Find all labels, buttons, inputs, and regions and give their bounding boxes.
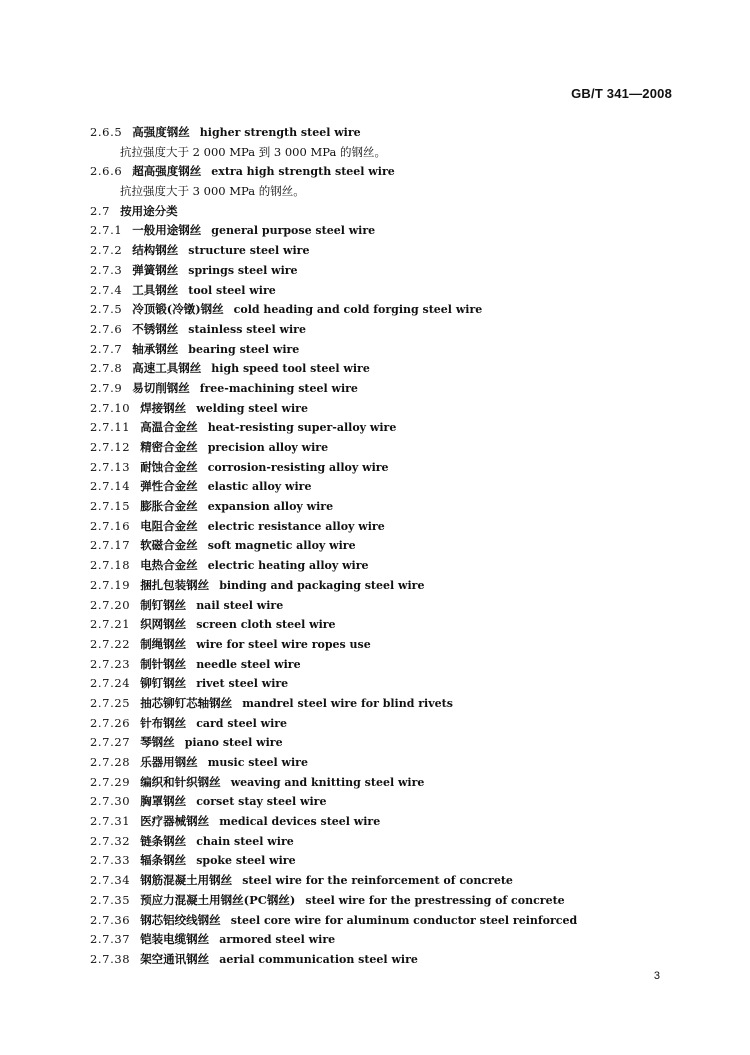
term-number: 2.7.23 (90, 656, 131, 671)
term-chinese: 辐条钢丝 (140, 853, 187, 868)
term-entry (90, 340, 710, 360)
term-number: 2.7.11 (90, 420, 131, 435)
term-chinese: 不锈钢丝 (132, 321, 179, 336)
term-chinese: 精密合金丝 (140, 440, 198, 454)
term-number: 2.7.16 (90, 518, 131, 533)
term-chinese: 软磁合金丝 (140, 538, 198, 553)
term-entry (90, 281, 710, 301)
term-chinese: 高温合金丝 (140, 420, 198, 435)
term-english: chain steel wire (196, 834, 294, 848)
term-english: aerial communication steel wire (219, 952, 418, 966)
term-entry (90, 694, 710, 714)
term-entry (90, 714, 710, 734)
term-english: steel wire for the reinforcement of concrete (242, 874, 513, 888)
term-chinese: 制钉钢丝 (140, 597, 187, 612)
term-entry (90, 379, 710, 399)
term-chinese: 织网钢丝 (140, 617, 187, 632)
term-number: 2.7.35 (90, 892, 131, 907)
page-number: 3 (653, 970, 660, 982)
term-english: springs steel wire (188, 263, 298, 277)
term-entry (90, 615, 710, 635)
term-number: 2.7.1 (90, 223, 123, 238)
term-entry (90, 418, 710, 438)
term-number: 2.7.20 (90, 597, 131, 612)
term-chinese: 抽芯铆钉芯轴钢丝 (140, 695, 233, 710)
term-entry (90, 438, 710, 458)
term-english: steel wire for the prestressing of concrete (305, 893, 565, 907)
term-chinese: 轴承钢丝 (132, 341, 179, 356)
term-english: music steel wire (207, 756, 308, 769)
term-chinese: 制绳钢丝 (140, 636, 187, 651)
term-chinese: 制针钢丝 (140, 656, 187, 671)
term-english: spoke steel wire (196, 854, 296, 868)
term-entry (90, 596, 710, 616)
term-entry (90, 753, 710, 773)
term-entry (90, 497, 710, 517)
term-chinese: 弹性合金丝 (140, 479, 198, 494)
term-english: precision alloy wire (207, 441, 329, 454)
term-english: soft magnetic alloy wire (207, 539, 356, 553)
term-chinese: 钢筋混凝土用钢丝 (140, 873, 233, 888)
term-chinese: 电阻合金丝 (140, 518, 198, 533)
term-english: card steel wire (196, 716, 288, 730)
term-entry (90, 477, 710, 497)
term-english: needle steel wire (196, 657, 301, 671)
term-entry (90, 655, 710, 675)
term-number: 2.7.18 (90, 558, 131, 573)
term-chinese: 链条钢丝 (140, 833, 187, 848)
term-entry (90, 851, 710, 871)
term-list (90, 123, 710, 970)
term-chinese: 高速工具钢丝 (132, 361, 202, 376)
term-entry (90, 812, 710, 832)
term-english: mandrel steel wire for blind rivets (242, 696, 453, 710)
term-chinese: 耐蚀合金丝 (140, 459, 198, 474)
term-entry (90, 950, 710, 970)
term-entry (90, 930, 710, 950)
term-english: nail steel wire (196, 598, 284, 612)
term-definition: 抗拉强度大于 3 000 MPa 的钢丝。 (120, 184, 305, 199)
term-number: 2.7.30 (90, 794, 131, 809)
term-entry (90, 674, 710, 694)
term-english: rivet steel wire (196, 677, 289, 691)
term-chinese: 膨胀合金丝 (140, 499, 198, 514)
term-entry (90, 536, 710, 556)
term-entry (90, 792, 710, 812)
term-entry (90, 773, 710, 793)
term-english: high speed tool steel wire (211, 362, 370, 376)
term-number: 2.7.13 (90, 459, 131, 474)
term-entry (90, 221, 710, 241)
term-entry (90, 556, 710, 576)
term-number: 2.7.17 (90, 538, 131, 553)
term-chinese: 架空通讯钢丝 (140, 951, 210, 966)
term-english: screen cloth steel wire (196, 618, 336, 632)
term-chinese: 冷顶锻(冷镦)钢丝 (132, 302, 224, 317)
term-entry (90, 635, 710, 655)
term-entry (90, 359, 710, 379)
term-entry (90, 891, 710, 911)
term-number: 2.7.10 (90, 400, 131, 415)
term-chinese: 编织和针织钢丝 (140, 774, 221, 789)
term-english: bearing steel wire (188, 342, 300, 356)
term-english: corset stay steel wire (196, 795, 327, 809)
term-chinese: 铠装电缆钢丝 (140, 932, 210, 947)
term-entry (90, 320, 710, 340)
term-number: 2.7.27 (90, 735, 131, 750)
term-chinese: 易切削钢丝 (132, 380, 190, 395)
term-english: free-machining steel wire (199, 381, 358, 395)
term-number: 2.7.15 (90, 499, 131, 514)
term-number: 2.7.33 (90, 853, 131, 868)
term-number: 2.7.21 (90, 617, 131, 632)
term-english: stainless steel wire (188, 322, 306, 336)
term-number: 2.6.5 (90, 125, 123, 139)
term-chinese: 铆钉钢丝 (140, 676, 187, 691)
term-chinese: 结构钢丝 (132, 243, 179, 258)
term-entry (90, 832, 710, 852)
term-entry (90, 261, 710, 281)
term-english: wire for steel wire ropes use (196, 637, 371, 651)
term-english: general purpose steel wire (211, 224, 376, 238)
term-number: 2.7.5 (90, 302, 123, 317)
term-number: 2.7.32 (90, 833, 131, 848)
term-number: 2.7.37 (90, 932, 131, 947)
term-entry (90, 576, 710, 596)
term-number: 2.7.31 (90, 814, 131, 829)
term-chinese: 一般用途钢丝 (132, 223, 202, 238)
term-chinese: 医疗器械钢丝 (140, 814, 210, 829)
term-number: 2.7.3 (90, 262, 123, 277)
term-number: 2.7 (90, 203, 111, 218)
term-number: 2.7.6 (90, 321, 123, 336)
term-chinese: 工具钢丝 (132, 282, 179, 297)
term-entry (90, 458, 710, 478)
term-entry (90, 911, 710, 931)
term-english: electric resistance alloy wire (207, 519, 385, 533)
term-chinese: 针布钢丝 (140, 715, 187, 730)
term-number: 2.7.4 (90, 282, 123, 297)
term-number: 2.7.19 (90, 577, 131, 592)
term-english: higher strength steel wire (199, 126, 361, 139)
term-entry (90, 300, 710, 320)
term-english: elastic alloy wire (207, 480, 312, 494)
term-english: corrosion-resisting alloy wire (207, 460, 389, 474)
term-number: 2.7.34 (90, 873, 131, 888)
term-entry (90, 123, 710, 143)
term-number: 2.7.7 (90, 341, 123, 356)
term-english: cold heading and cold forging steel wire (233, 303, 483, 317)
term-english: medical devices steel wire (219, 815, 381, 829)
term-definition: 抗拉强度大于 2 000 MPa 到 3 000 MPa 的钢丝。 (120, 144, 386, 159)
term-number: 2.7.8 (90, 361, 123, 376)
term-number: 2.7.2 (90, 243, 123, 258)
term-entry (90, 871, 710, 891)
term-english: binding and packaging steel wire (219, 578, 425, 592)
term-entry (90, 733, 710, 753)
term-english: extra high strength steel wire (211, 165, 395, 179)
term-number: 2.7.9 (90, 380, 123, 395)
term-english: heat-resisting super-alloy wire (207, 421, 397, 435)
term-chinese: 捆扎包装钢丝 (140, 577, 210, 592)
term-english: expansion alloy wire (207, 500, 334, 514)
term-english: armored steel wire (219, 933, 336, 947)
term-entry (90, 241, 710, 261)
term-number: 2.7.28 (90, 755, 131, 769)
term-number: 2.7.38 (90, 951, 131, 966)
term-english: tool steel wire (188, 283, 276, 297)
term-english: steel core wire for aluminum conductor steel reinforced (230, 913, 578, 927)
term-number: 2.7.29 (90, 774, 131, 789)
term-number: 2.7.22 (90, 636, 131, 651)
term-number: 2.7.26 (90, 715, 131, 730)
term-english: electric heating alloy wire (207, 559, 369, 573)
term-chinese: 预应力混凝土用钢丝(PC钢丝) (140, 892, 296, 907)
term-chinese: 超高强度钢丝 (132, 164, 202, 179)
term-english: piano steel wire (184, 736, 283, 750)
standard-code: GB/T 341—2008 (571, 86, 672, 101)
term-entry (90, 202, 710, 222)
term-english: structure steel wire (188, 244, 310, 258)
term-number: 2.6.6 (90, 164, 123, 179)
term-number: 2.7.25 (90, 695, 131, 710)
term-number: 2.7.24 (90, 676, 131, 691)
term-chinese: 弹簧钢丝 (132, 262, 179, 277)
term-chinese: 焊接钢丝 (140, 400, 187, 415)
term-entry (90, 162, 710, 182)
term-chinese: 钢芯铝绞线钢丝 (140, 912, 221, 927)
term-chinese: 乐器用钢丝 (140, 755, 198, 769)
term-chinese: 按用途分类 (120, 203, 178, 218)
term-english: weaving and knitting steel wire (230, 775, 425, 789)
term-chinese: 电热合金丝 (140, 558, 198, 573)
term-entry (90, 399, 710, 419)
term-number: 2.7.14 (90, 479, 131, 494)
term-english: welding steel wire (196, 401, 308, 415)
term-chinese: 高强度钢丝 (132, 125, 190, 139)
term-chinese: 琴钢丝 (140, 735, 175, 750)
term-chinese: 胸罩钢丝 (140, 794, 187, 809)
term-entry (90, 517, 710, 537)
term-number: 2.7.36 (90, 912, 131, 927)
term-number: 2.7.12 (90, 440, 131, 454)
